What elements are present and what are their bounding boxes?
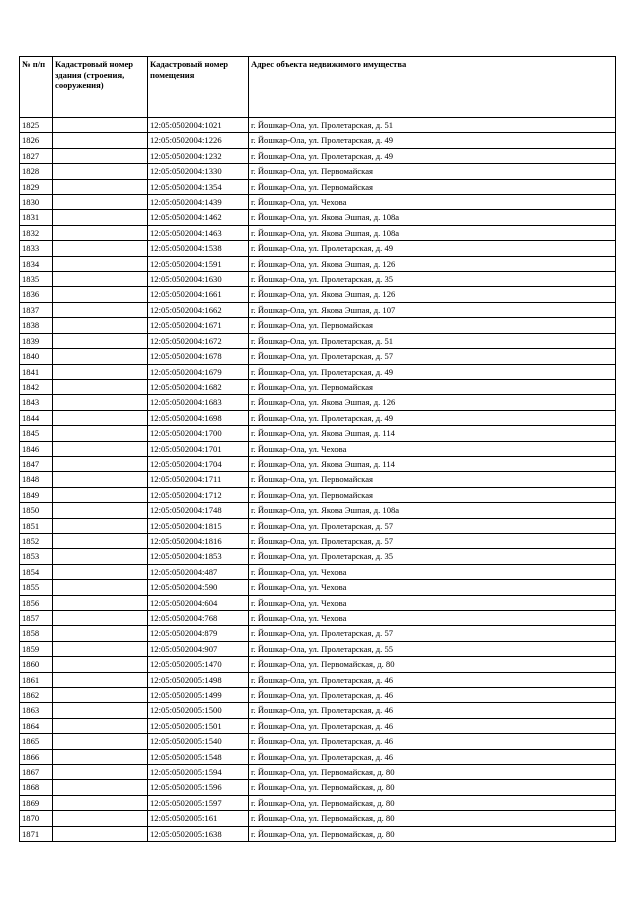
cell-address: г. Йошкар-Ола, ул. Пролетарская, д. 49 [249, 148, 616, 163]
cell-address: г. Йошкар-Ола, ул. Пролетарская, д. 46 [249, 703, 616, 718]
table-row [20, 456, 616, 471]
cell-row-number: 1865 [20, 734, 53, 749]
cell-row-number: 1836 [20, 287, 53, 302]
table-row [20, 349, 616, 364]
cell-row-number: 1861 [20, 672, 53, 687]
cell-premises-cadastral: 12:05:0502004:1700 [148, 426, 249, 441]
header-address: Адрес объекта недвижимого имущества [249, 57, 616, 118]
cell-building-cadastral [53, 379, 148, 394]
table-header-row [20, 57, 616, 118]
table-row [20, 533, 616, 548]
cell-building-cadastral [53, 225, 148, 240]
cell-premises-cadastral: 12:05:0502005:1498 [148, 672, 249, 687]
cell-address: г. Йошкар-Ола, ул. Пролетарская, д. 57 [249, 349, 616, 364]
cell-address: г. Йошкар-Ола, ул. Чехова [249, 595, 616, 610]
cell-building-cadastral [53, 611, 148, 626]
cell-address: г. Йошкар-Ола, ул. Пролетарская, д. 49 [249, 410, 616, 425]
cell-premises-cadastral: 12:05:0502005:1500 [148, 703, 249, 718]
table-row [20, 256, 616, 271]
table-row [20, 302, 616, 317]
cell-address: г. Йошкар-Ола, ул. Якова Эшпая, д. 114 [249, 456, 616, 471]
table-row [20, 518, 616, 533]
cell-building-cadastral [53, 133, 148, 148]
cell-building-cadastral [53, 549, 148, 564]
cell-row-number: 1863 [20, 703, 53, 718]
cell-address: г. Йошкар-Ола, ул. Первомайская, д. 80 [249, 780, 616, 795]
cell-building-cadastral [53, 256, 148, 271]
cell-address: г. Йошкар-Ола, ул. Первомайская, д. 80 [249, 826, 616, 841]
cell-row-number: 1848 [20, 472, 53, 487]
table-row [20, 811, 616, 826]
table-row [20, 826, 616, 841]
cell-premises-cadastral: 12:05:0502005:1540 [148, 734, 249, 749]
cell-building-cadastral [53, 811, 148, 826]
table-row [20, 734, 616, 749]
cell-address: г. Йошкар-Ола, ул. Якова Эшпая, д. 126 [249, 287, 616, 302]
cell-premises-cadastral: 12:05:0502004:590 [148, 580, 249, 595]
table-row [20, 179, 616, 194]
cell-building-cadastral [53, 318, 148, 333]
table-row [20, 487, 616, 502]
cell-building-cadastral [53, 456, 148, 471]
cell-row-number: 1829 [20, 179, 53, 194]
cell-building-cadastral [53, 518, 148, 533]
cell-row-number: 1841 [20, 364, 53, 379]
cell-address: г. Йошкар-Ола, ул. Пролетарская, д. 35 [249, 272, 616, 287]
cell-premises-cadastral: 12:05:0502005:1499 [148, 688, 249, 703]
cell-row-number: 1856 [20, 595, 53, 610]
table-row [20, 133, 616, 148]
cell-address: г. Йошкар-Ола, ул. Чехова [249, 441, 616, 456]
cell-premises-cadastral: 12:05:0502005:1638 [148, 826, 249, 841]
cell-row-number: 1851 [20, 518, 53, 533]
cell-address: г. Йошкар-Ола, ул. Первомайская [249, 318, 616, 333]
cell-building-cadastral [53, 672, 148, 687]
table-row [20, 672, 616, 687]
cell-premises-cadastral: 12:05:0502004:1232 [148, 148, 249, 163]
cell-building-cadastral [53, 795, 148, 810]
cell-row-number: 1868 [20, 780, 53, 795]
cell-building-cadastral [53, 765, 148, 780]
table-row [20, 318, 616, 333]
cell-address: г. Йошкар-Ола, ул. Пролетарская, д. 49 [249, 241, 616, 256]
cell-row-number: 1828 [20, 164, 53, 179]
cell-building-cadastral [53, 287, 148, 302]
cell-row-number: 1837 [20, 302, 53, 317]
table-row [20, 718, 616, 733]
header-premises-cadastral: Кадастровый номер помещения [148, 57, 249, 118]
property-table [19, 56, 616, 842]
table-row [20, 441, 616, 456]
cell-building-cadastral [53, 195, 148, 210]
cell-premises-cadastral: 12:05:0502004:1682 [148, 379, 249, 394]
cell-building-cadastral [53, 703, 148, 718]
table-row [20, 118, 616, 133]
cell-premises-cadastral: 12:05:0502004:1662 [148, 302, 249, 317]
cell-premises-cadastral: 12:05:0502005:1470 [148, 657, 249, 672]
cell-premises-cadastral: 12:05:0502004:907 [148, 641, 249, 656]
cell-building-cadastral [53, 210, 148, 225]
cell-premises-cadastral: 12:05:0502004:1712 [148, 487, 249, 502]
cell-address: г. Йошкар-Ола, ул. Чехова [249, 564, 616, 579]
cell-row-number: 1831 [20, 210, 53, 225]
cell-address: г. Йошкар-Ола, ул. Чехова [249, 580, 616, 595]
cell-premises-cadastral: 12:05:0502005:161 [148, 811, 249, 826]
cell-address: г. Йошкар-Ола, ул. Первомайская, д. 80 [249, 811, 616, 826]
cell-address: г. Йошкар-Ола, ул. Первомайская, д. 80 [249, 657, 616, 672]
table-row [20, 364, 616, 379]
cell-building-cadastral [53, 564, 148, 579]
cell-premises-cadastral: 12:05:0502004:1816 [148, 533, 249, 548]
cell-row-number: 1844 [20, 410, 53, 425]
cell-premises-cadastral: 12:05:0502004:879 [148, 626, 249, 641]
cell-premises-cadastral: 12:05:0502004:1021 [148, 118, 249, 133]
cell-building-cadastral [53, 241, 148, 256]
cell-building-cadastral [53, 749, 148, 764]
cell-address: г. Йошкар-Ола, ул. Чехова [249, 195, 616, 210]
table-row [20, 195, 616, 210]
cell-row-number: 1859 [20, 641, 53, 656]
cell-building-cadastral [53, 179, 148, 194]
cell-premises-cadastral: 12:05:0502004:1630 [148, 272, 249, 287]
cell-premises-cadastral: 12:05:0502004:1439 [148, 195, 249, 210]
table-row [20, 549, 616, 564]
cell-row-number: 1835 [20, 272, 53, 287]
cell-premises-cadastral: 12:05:0502004:1748 [148, 503, 249, 518]
cell-address: г. Йошкар-Ола, ул. Пролетарская, д. 35 [249, 549, 616, 564]
cell-row-number: 1852 [20, 533, 53, 548]
cell-building-cadastral [53, 302, 148, 317]
cell-premises-cadastral: 12:05:0502004:1711 [148, 472, 249, 487]
cell-building-cadastral [53, 503, 148, 518]
cell-premises-cadastral: 12:05:0502004:1463 [148, 225, 249, 240]
cell-row-number: 1849 [20, 487, 53, 502]
cell-row-number: 1832 [20, 225, 53, 240]
cell-premises-cadastral: 12:05:0502004:604 [148, 595, 249, 610]
cell-address: г. Йошкар-Ола, ул. Пролетарская, д. 46 [249, 749, 616, 764]
cell-row-number: 1860 [20, 657, 53, 672]
cell-building-cadastral [53, 657, 148, 672]
cell-premises-cadastral: 12:05:0502005:1596 [148, 780, 249, 795]
cell-premises-cadastral: 12:05:0502005:1594 [148, 765, 249, 780]
cell-building-cadastral [53, 333, 148, 348]
cell-premises-cadastral: 12:05:0502004:1701 [148, 441, 249, 456]
table-row [20, 333, 616, 348]
table-row [20, 503, 616, 518]
cell-building-cadastral [53, 164, 148, 179]
cell-address: г. Йошкар-Ола, ул. Чехова [249, 611, 616, 626]
cell-address: г. Йошкар-Ола, ул. Первомайская [249, 379, 616, 394]
cell-building-cadastral [53, 580, 148, 595]
cell-address: г. Йошкар-Ола, ул. Пролетарская, д. 46 [249, 672, 616, 687]
cell-address: г. Йошкар-Ола, ул. Якова Эшпая, д. 108а [249, 503, 616, 518]
table-row [20, 611, 616, 626]
cell-premises-cadastral: 12:05:0502004:1678 [148, 349, 249, 364]
cell-building-cadastral [53, 472, 148, 487]
cell-building-cadastral [53, 441, 148, 456]
table-row [20, 472, 616, 487]
cell-building-cadastral [53, 595, 148, 610]
cell-row-number: 1866 [20, 749, 53, 764]
cell-premises-cadastral: 12:05:0502005:1501 [148, 718, 249, 733]
cell-row-number: 1855 [20, 580, 53, 595]
table-row [20, 780, 616, 795]
table-row [20, 426, 616, 441]
table-row [20, 641, 616, 656]
table-row [20, 164, 616, 179]
cell-building-cadastral [53, 826, 148, 841]
cell-row-number: 1845 [20, 426, 53, 441]
table-row [20, 410, 616, 425]
cell-building-cadastral [53, 641, 148, 656]
table-row [20, 795, 616, 810]
table-row [20, 657, 616, 672]
cell-row-number: 1833 [20, 241, 53, 256]
cell-premises-cadastral: 12:05:0502004:1354 [148, 179, 249, 194]
cell-premises-cadastral: 12:05:0502005:1548 [148, 749, 249, 764]
table-row [20, 379, 616, 394]
cell-building-cadastral [53, 688, 148, 703]
cell-premises-cadastral: 12:05:0502004:1672 [148, 333, 249, 348]
table-row [20, 580, 616, 595]
cell-building-cadastral [53, 395, 148, 410]
cell-building-cadastral [53, 118, 148, 133]
cell-premises-cadastral: 12:05:0502004:1853 [148, 549, 249, 564]
cell-address: г. Йошкар-Ола, ул. Якова Эшпая, д. 108а [249, 225, 616, 240]
cell-premises-cadastral: 12:05:0502004:1330 [148, 164, 249, 179]
cell-address: г. Йошкар-Ола, ул. Первомайская [249, 179, 616, 194]
cell-row-number: 1846 [20, 441, 53, 456]
table-row [20, 272, 616, 287]
cell-address: г. Йошкар-Ола, ул. Пролетарская, д. 46 [249, 734, 616, 749]
cell-address: г. Йошкар-Ола, ул. Первомайская [249, 487, 616, 502]
cell-row-number: 1830 [20, 195, 53, 210]
table-row [20, 765, 616, 780]
cell-premises-cadastral: 12:05:0502005:1597 [148, 795, 249, 810]
cell-row-number: 1834 [20, 256, 53, 271]
cell-address: г. Йошкар-Ола, ул. Пролетарская, д. 51 [249, 118, 616, 133]
cell-building-cadastral [53, 780, 148, 795]
cell-row-number: 1869 [20, 795, 53, 810]
cell-premises-cadastral: 12:05:0502004:1661 [148, 287, 249, 302]
cell-row-number: 1840 [20, 349, 53, 364]
cell-building-cadastral [53, 718, 148, 733]
cell-premises-cadastral: 12:05:0502004:1591 [148, 256, 249, 271]
cell-row-number: 1847 [20, 456, 53, 471]
cell-row-number: 1864 [20, 718, 53, 733]
cell-address: г. Йошкар-Ола, ул. Первомайская [249, 472, 616, 487]
cell-premises-cadastral: 12:05:0502004:1815 [148, 518, 249, 533]
cell-building-cadastral [53, 626, 148, 641]
cell-building-cadastral [53, 410, 148, 425]
cell-address: г. Йошкар-Ола, ул. Пролетарская, д. 49 [249, 133, 616, 148]
table-row [20, 287, 616, 302]
cell-row-number: 1839 [20, 333, 53, 348]
cell-row-number: 1850 [20, 503, 53, 518]
header-building-cadastral: Кадастровый номер здания (строения, сооружения) [53, 57, 148, 118]
cell-address: г. Йошкар-Ола, ул. Пролетарская, д. 57 [249, 626, 616, 641]
table-row [20, 688, 616, 703]
table-row [20, 241, 616, 256]
cell-row-number: 1827 [20, 148, 53, 163]
cell-row-number: 1838 [20, 318, 53, 333]
cell-address: г. Йошкар-Ола, ул. Первомайская, д. 80 [249, 795, 616, 810]
cell-premises-cadastral: 12:05:0502004:1679 [148, 364, 249, 379]
cell-address: г. Йошкар-Ола, ул. Якова Эшпая, д. 108а [249, 210, 616, 225]
cell-building-cadastral [53, 487, 148, 502]
cell-building-cadastral [53, 148, 148, 163]
cell-address: г. Йошкар-Ола, ул. Якова Эшпая, д. 107 [249, 302, 616, 317]
table-row [20, 595, 616, 610]
cell-premises-cadastral: 12:05:0502004:1671 [148, 318, 249, 333]
cell-address: г. Йошкар-Ола, ул. Якова Эшпая, д. 126 [249, 256, 616, 271]
table-row [20, 395, 616, 410]
cell-premises-cadastral: 12:05:0502004:1462 [148, 210, 249, 225]
cell-address: г. Йошкар-Ола, ул. Пролетарская, д. 46 [249, 688, 616, 703]
cell-row-number: 1858 [20, 626, 53, 641]
cell-address: г. Йошкар-Ола, ул. Пролетарская, д. 51 [249, 333, 616, 348]
cell-building-cadastral [53, 426, 148, 441]
cell-address: г. Йошкар-Ола, ул. Пролетарская, д. 55 [249, 641, 616, 656]
cell-row-number: 1857 [20, 611, 53, 626]
cell-premises-cadastral: 12:05:0502004:1226 [148, 133, 249, 148]
cell-building-cadastral [53, 364, 148, 379]
table-row [20, 626, 616, 641]
cell-building-cadastral [53, 734, 148, 749]
cell-premises-cadastral: 12:05:0502004:1698 [148, 410, 249, 425]
table-row [20, 210, 616, 225]
table-row [20, 225, 616, 240]
cell-building-cadastral [53, 349, 148, 364]
cell-premises-cadastral: 12:05:0502004:1538 [148, 241, 249, 256]
cell-premises-cadastral: 12:05:0502004:1704 [148, 456, 249, 471]
cell-address: г. Йошкар-Ола, ул. Пролетарская, д. 57 [249, 533, 616, 548]
cell-row-number: 1853 [20, 549, 53, 564]
table-row [20, 749, 616, 764]
cell-address: г. Йошкар-Ола, ул. Первомайская, д. 80 [249, 765, 616, 780]
cell-row-number: 1825 [20, 118, 53, 133]
table-row [20, 564, 616, 579]
cell-address: г. Йошкар-Ола, ул. Пролетарская, д. 46 [249, 718, 616, 733]
cell-row-number: 1843 [20, 395, 53, 410]
cell-premises-cadastral: 12:05:0502004:1683 [148, 395, 249, 410]
cell-address: г. Йошкар-Ола, ул. Якова Эшпая, д. 126 [249, 395, 616, 410]
cell-building-cadastral [53, 533, 148, 548]
header-row-number: № п/п [20, 57, 53, 118]
cell-address: г. Йошкар-Ола, ул. Якова Эшпая, д. 114 [249, 426, 616, 441]
cell-row-number: 1870 [20, 811, 53, 826]
table-row [20, 703, 616, 718]
cell-premises-cadastral: 12:05:0502004:487 [148, 564, 249, 579]
table-body [20, 118, 616, 842]
cell-premises-cadastral: 12:05:0502004:768 [148, 611, 249, 626]
cell-row-number: 1871 [20, 826, 53, 841]
cell-row-number: 1842 [20, 379, 53, 394]
table-row [20, 148, 616, 163]
cell-row-number: 1826 [20, 133, 53, 148]
cell-building-cadastral [53, 272, 148, 287]
cell-address: г. Йошкар-Ола, ул. Пролетарская, д. 49 [249, 364, 616, 379]
cell-row-number: 1854 [20, 564, 53, 579]
cell-row-number: 1867 [20, 765, 53, 780]
cell-row-number: 1862 [20, 688, 53, 703]
cell-address: г. Йошкар-Ола, ул. Первомайская [249, 164, 616, 179]
cell-address: г. Йошкар-Ола, ул. Пролетарская, д. 57 [249, 518, 616, 533]
